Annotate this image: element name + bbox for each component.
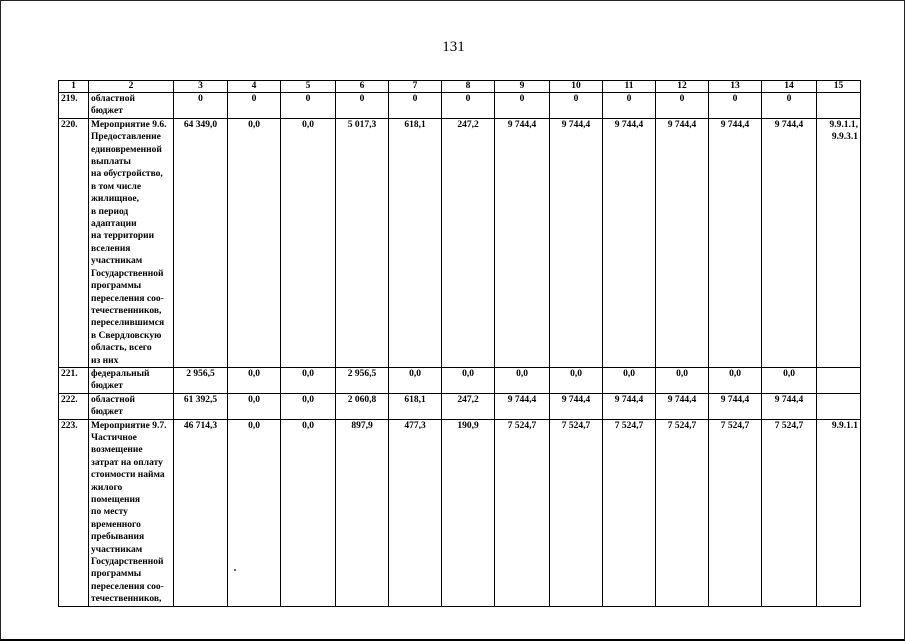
description-line: единовременной <box>91 144 162 155</box>
column-number-row <box>59 81 861 93</box>
description-line: на территории <box>91 231 155 242</box>
value-cell: 9 744,4 <box>495 393 550 419</box>
value-cell: 5 017,3 <box>336 118 389 367</box>
value-cell: 0,0 <box>550 367 603 393</box>
value-cell: 9 744,4 <box>550 118 603 367</box>
value-cell: 9 744,4 <box>656 393 709 419</box>
description-line: затрат на оплату <box>91 457 163 468</box>
value-cell: 7 524,7 <box>495 419 550 606</box>
row-number: 222. <box>59 393 89 419</box>
value-cell: 0 <box>550 93 603 119</box>
description-line: участникам <box>91 544 143 555</box>
description-line: областной <box>91 394 135 405</box>
value-cell: 0,0 <box>656 367 709 393</box>
description-line: бюджет <box>91 106 123 117</box>
row-description <box>89 367 174 393</box>
value-cell: 9 744,4 <box>603 393 656 419</box>
description-line: течественников, <box>91 305 162 316</box>
value-cell: 897,9 <box>336 419 389 606</box>
description-line: помещения <box>91 495 141 505</box>
description-line: область, всего <box>91 343 152 354</box>
row-number: 223. <box>59 419 89 606</box>
table-row <box>59 118 861 367</box>
value-cell: 477,3 <box>389 419 442 606</box>
column-header: 14 <box>762 81 817 93</box>
description-line: Мероприятие 9.6. <box>91 119 167 130</box>
description-line: программы <box>91 281 142 292</box>
value-cell: 190,9 <box>442 419 495 606</box>
value-cell: 0,0 <box>281 367 336 393</box>
value-cell: 46 714,3 <box>174 419 228 606</box>
row-description <box>89 419 174 606</box>
value-cell: 0 <box>495 93 550 119</box>
value-cell: 7 524,7 <box>709 419 762 606</box>
column-header: 11 <box>603 81 656 93</box>
value-cell: 7 524,7 <box>603 419 656 606</box>
page-number: 131 <box>442 39 465 55</box>
column-header: 4 <box>228 81 281 93</box>
value-cell: 0,0 <box>281 419 336 606</box>
description-line: адаптации <box>91 219 137 230</box>
value-cell: 0,0 <box>762 367 817 393</box>
target-reference <box>817 93 861 119</box>
description-line: жилищное, <box>91 194 140 205</box>
description-line: вселения <box>91 243 131 254</box>
description-line: переселения соо- <box>91 581 164 592</box>
column-header: 15 <box>817 81 861 93</box>
description-line: бюджет <box>91 381 123 392</box>
value-cell: 0,0 <box>281 118 336 367</box>
value-cell: 7 524,7 <box>762 419 817 606</box>
column-header: 5 <box>281 81 336 93</box>
value-cell: 0 <box>174 93 228 119</box>
row-number: 220. <box>59 118 89 367</box>
value-cell: 9 744,4 <box>603 118 656 367</box>
value-cell: 0,0 <box>228 393 281 419</box>
column-header: 2 <box>89 81 174 93</box>
column-header: 12 <box>656 81 709 93</box>
description-line: переселившимся <box>91 318 165 329</box>
description-line: течественников, <box>91 594 162 605</box>
description-line: выплаты <box>91 157 131 168</box>
value-cell: 7 524,7 <box>550 419 603 606</box>
budget-table <box>58 80 861 607</box>
scan-speck <box>234 569 236 571</box>
value-cell: 0 <box>442 93 495 119</box>
description-line: Государственной <box>91 557 164 568</box>
description-line: стоимости найма <box>91 470 165 481</box>
description-line: из них <box>91 355 119 366</box>
target-reference <box>817 367 861 393</box>
description-line: Государственной <box>91 268 164 279</box>
row-description <box>89 393 174 419</box>
column-header: 9 <box>495 81 550 93</box>
value-cell: 7 524,7 <box>656 419 709 606</box>
table-row <box>59 419 861 606</box>
value-cell: 9 744,4 <box>762 393 817 419</box>
value-cell: 0 <box>281 93 336 119</box>
value-cell: 9 744,4 <box>709 118 762 367</box>
column-header: 8 <box>442 81 495 93</box>
target-reference: 9.9.1.1, 9.9.3.1 <box>817 118 861 367</box>
value-cell: 247,2 <box>442 393 495 419</box>
value-cell: 0 <box>709 93 762 119</box>
value-cell: 0,0 <box>495 367 550 393</box>
value-cell: 0 <box>603 93 656 119</box>
value-cell: 9 744,4 <box>656 118 709 367</box>
description-line: в том числе <box>91 181 142 192</box>
value-cell: 9 744,4 <box>495 118 550 367</box>
description-line: федеральный <box>91 368 150 379</box>
column-header: 10 <box>550 81 603 93</box>
description-line: в Свердловскую <box>91 330 162 341</box>
table-row <box>59 367 861 393</box>
description-line: участникам <box>91 256 143 267</box>
row-description <box>89 118 174 367</box>
value-cell: 0,0 <box>228 118 281 367</box>
description-line: Предоставление <box>91 132 161 143</box>
column-header: 7 <box>389 81 442 93</box>
description-line: в период <box>91 206 129 217</box>
description-line: Мероприятие 9.7. <box>91 420 167 431</box>
value-cell: 0,0 <box>389 367 442 393</box>
value-cell: 0,0 <box>228 419 281 606</box>
description-line: переселения соо- <box>91 293 164 304</box>
description-line: программы <box>91 569 142 580</box>
value-cell: 247,2 <box>442 118 495 367</box>
column-header: 13 <box>709 81 762 93</box>
value-cell: 0 <box>336 93 389 119</box>
value-cell: 0,0 <box>281 393 336 419</box>
value-cell: 0,0 <box>709 367 762 393</box>
target-reference: 9.9.1.1 <box>817 419 861 606</box>
table-row <box>59 393 861 419</box>
value-cell: 2 956,5 <box>174 367 228 393</box>
row-number: 219. <box>59 93 89 119</box>
value-cell: 2 060,8 <box>336 393 389 419</box>
target-reference <box>817 393 861 419</box>
description-line: пребывания <box>91 532 145 543</box>
column-header: 1 <box>59 81 89 93</box>
description-line: жилого <box>91 482 123 493</box>
description-line: Частичное <box>91 432 137 443</box>
value-cell: 0 <box>656 93 709 119</box>
value-cell: 9 744,4 <box>762 118 817 367</box>
value-cell: 0,0 <box>603 367 656 393</box>
description-line: областной <box>91 94 135 104</box>
column-header: 6 <box>336 81 389 93</box>
value-cell: 0 <box>389 93 442 119</box>
value-cell: 2 956,5 <box>336 367 389 393</box>
value-cell: 0 <box>762 93 817 119</box>
description-line: бюджет <box>91 407 123 418</box>
row-number: 221. <box>59 367 89 393</box>
value-cell: 64 349,0 <box>174 118 228 367</box>
value-cell: 0,0 <box>442 367 495 393</box>
value-cell: 0,0 <box>228 367 281 393</box>
value-cell: 618,1 <box>389 393 442 419</box>
description-line: на обустройство, <box>91 169 163 180</box>
column-header: 3 <box>174 81 228 93</box>
value-cell: 9 744,4 <box>550 393 603 419</box>
value-cell: 9 744,4 <box>709 393 762 419</box>
row-description <box>89 93 174 119</box>
description-line: возмещение <box>91 445 143 456</box>
value-cell: 61 392,5 <box>174 393 228 419</box>
description-line: по месту <box>91 507 128 518</box>
description-line: временного <box>91 519 141 530</box>
value-cell: 0 <box>228 93 281 119</box>
value-cell: 618,1 <box>389 118 442 367</box>
table-row <box>59 93 861 119</box>
